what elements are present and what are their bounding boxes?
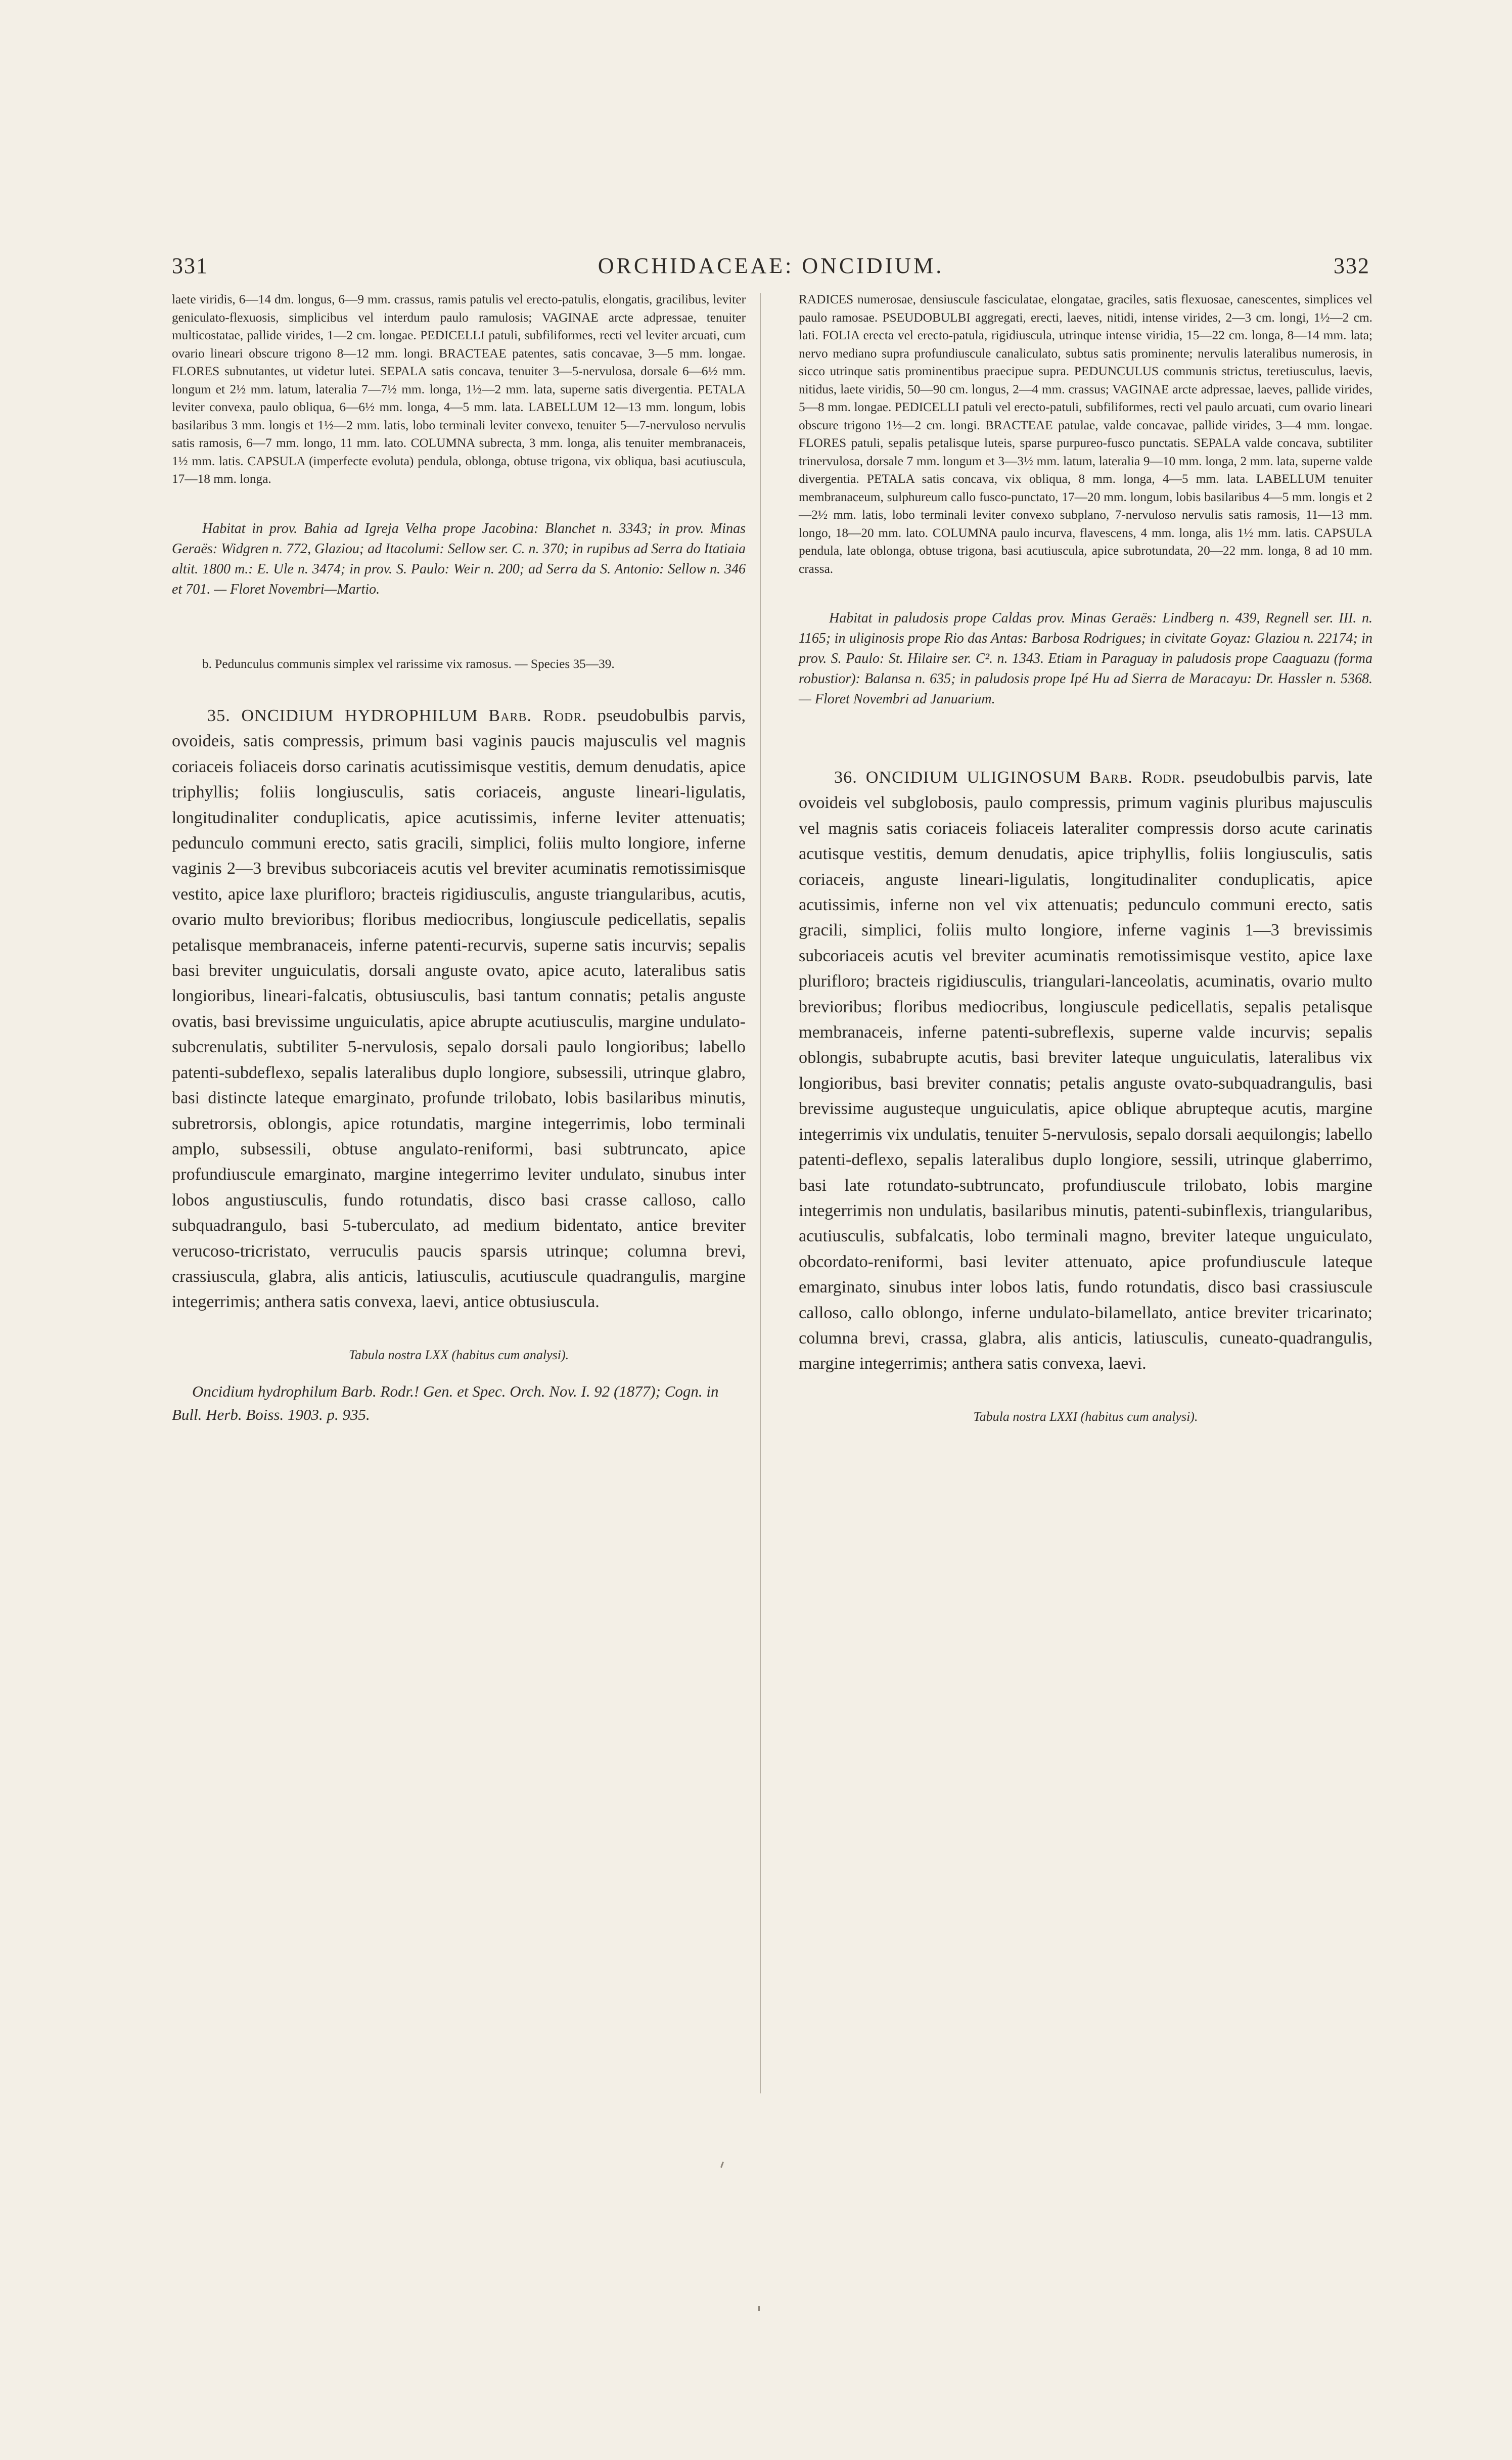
species-36-author: Barb. Rodr. [1089, 768, 1185, 787]
species-36-description [799, 765, 1372, 1377]
section-b-heading: b. Pedunculus communis simplex vel rarissime vix ramosus. — Species 35—39. [202, 656, 615, 671]
right-column [799, 291, 1372, 1426]
paper-speck [758, 2306, 760, 2311]
habitat-paragraph: Habitat in paludosis prope Caldas prov. Minas Geraës: Lindberg n. 439, Regnell ser. III. n. 1165; in uliginosis prope Rio das Antas: Barbosa Rodrigues; in civitate Goyaz: Glaziou n. 22174; in prov. S. Paulo: St. Hilaire ser. C². n. 1343. Etiam in Paraguay in paludosis prope Caaguazu (forma robustior): Balansa n. 635; in paludosis prope Ipé Hu ad Sierra de Maracayu: Dr. Hassler n. 5368. — Floret Novembri ad Januarium. [799, 610, 1372, 707]
left-column [172, 291, 746, 1426]
species-35-description [172, 703, 746, 1315]
species-36-text: pseudobulbis parvis, late ovoideis vel subglobosis, paulo compressis, primum vaginis pluribus majusculis vel magnis satis coriaceis foliaceis lateraliter compressis dorso acute carinatis acutisque vestitis, demum denudatis, apice triphyllis, foliis longiusculis, satis coriaceis, anguste lineari-ligulatis, longitudinaliter conduplicatis, apice acutissimis, inferne non vel vix attenuatis; pedunculo communi erecto, satis gracili, simplici, foliis multo longiore, inferne vaginis 1—3 brevissimis subcoriaceis acutis vel breviter acuminatis remotissimisque vestito, apice laxe plurifloro; bracteis rigidiusculis, triangulari-lanceolatis, acuminatis, ovario multo brevioribus; floribus mediocribus, longiuscule pedicellatis, sepalis petalisque membranaceis, inferne patenti-subreflexis, superne valde incurvis; sepalis oblongis, subabrupte acutis, basi breviter lateque unguiculatis, lateralibus vix longioribus, basi breviter connatis; petalis anguste ovato-subquadrangulis, basi brevissime augusteque unguiculatis, apice oblique abrupteque acutis, margine integerrimis vix undulatis, tenuiter 5-nervulosis, sepalo dorsali aequilongis; labello patenti-deflexo, sepalis lateralibus duplo longiore, sessili, utrinque glaberrimo, basi late rotundato-subtruncato, profundiuscule trilobato, lobis margine integerrimis non undulatis, basilaribus minutis, patenti-subinflexis, triangularibus, acutiusculis, subfalcatis, lobo terminali magno, breviter lateque unguiculato, obcordato-reniformi, basi leviter attenuato, apice profundiuscule lateque emarginato, sinubus inter lobos latis, fundo rotundatis, disco basi crassiuscule calloso, callo oblongo, inferne undulato-bilamellato, antice breviter tricarinato; columna brevi, crassa, glabra, alis anticis, latiusculis, cuneato-quadrangulis, margine integerrimis; anthera satis convexa, laevi. [799, 768, 1372, 1373]
page-number-right: 332 [1334, 253, 1370, 278]
species-36-title: 36. ONCIDIUM ULIGINOSUM [834, 768, 1082, 787]
plate-reference: Tabula nostra LXX (habitus cum analysi). [348, 1347, 569, 1362]
column-divider [760, 293, 761, 2093]
running-title: ORCHIDACEAE: ONCIDIUM. [598, 253, 944, 278]
plate-reference: Tabula nostra LXXI (habitus cum analysi). [973, 1409, 1198, 1424]
species-35-detailed-description: RADICES numerosae, densiuscule fasciculatae, elongatae, graciles, satis flexuosae, canescentes, simplices vel paulo ramosae. PSEUDOBULBI aggregati, erecti, laeves, nitidi, intense virides, 2—3 cm. longi, 1½—2 cm. lati. FOLIA erecta vel erecto-patula, rigidiuscula, utrinque intense viridia, 15—22 cm. longa, 8—14 mm. lata; nervo mediano supra profundiuscule canaliculato, subtus satis prominente; nervulis lateralibus numerosis, in sicco utrinque satis prominentibus praecipue supra. PEDUNCULUS communis strictus, teretiusculus, laevis, nitidus, laete viridis, 50—90 cm. longus, 2—4 mm. crassus; VAGINAE arcte adpressae, laeves, pallide virides, 5—8 mm. longae. PEDICELLI patuli vel erecto-patuli, subfiliformes, recti vel paulo arcuati, cum ovario lineari obscure trigono 1½—2 cm. longi. BRACTEAE patulae, valde concavae, pallide virides, 3—4 mm. longae. FLORES patuli, sepalis petalisque luteis, sparse purpureo-fusco punctatis. SEPALA valde concava, subtiliter trinervulosa, dorsale 7 mm. longum et 3—3½ mm. latum, lateralia 9—10 mm. longa, 2 mm. lata, superne valde divergentia. PETALA satis concava, vix obliqua, 8 mm. longa, 4—5 mm. lata. LABELLUM tenuiter membranaceum, sulphureum callo fusco-punctato, 17—20 mm. longum, lobis basilaribus 4—5 mm. longis et 2—2½ mm. latis, lobo terminali leviter convexo subplano, 7-nervuloso nervulis satis ramosis, 11—13 mm. longo, 18—20 mm. lato. COLUMNA paulo incurva, flavescens, 4 mm. longa, alis 1½ mm. latis. CAPSULA pendula, late oblonga, obtuse trigona, basi acutiuscula, apice subrotundata, 20—22 mm. longa, 8 ad 10 mm. crassa. [799, 292, 1372, 576]
page-number-left: 331 [172, 253, 208, 278]
species-35-text: pseudobulbis parvis, ovoideis, satis compressis, primum basi vaginis paucis majusculis vel magnis coriaceis foliaceis dorso carinatis acutissimisque vestitis, demum denudatis, apice triphyllis; foliis longiusculis, satis coriaceis, anguste lineari-ligulatis, longitudinaliter conduplicatis, apice acutissimis, inferne leviter attenuatis; pedunculo communi erecto, satis gracili, simplici, foliis multo longiore, inferne vaginis 2—3 brevibus subcoriaceis acutis vel breviter acuminatis remotissimisque vestito, apice laxe plurifloro; bracteis rigidiusculis, anguste triangularibus, acutis, ovario multo brevioribus; floribus mediocribus, longiuscule pedicellatis, sepalis petalisque membranaceis, inferne patenti-recurvis, superne satis incurvis; sepalis basi breviter unguiculatis, dorsali anguste ovato, apice acuto, lateralibus satis longioribus, lineari-falcatis, obtusiusculis, basi tantum connatis; petalis anguste ovatis, basi brevissime unguiculatis, apice abrupte acutiusculis, margine undulato-subcrenulatis, subtiliter 5-nervulosis, sepalo dorsali paulo longioribus; labello patenti-subdeflexo, sepalis lateralibus duplo longiore, subsessili, utrinque glabro, basi distincte lateque emarginato, profunde trilobato, lobis basilaribus minutis, subretrorsis, oblongis, apice rotundatis, margine integerrimis, lobo terminali amplo, subsessili, obtuse angulato-reniformi, basi subtruncato, apice profundiuscule emarginato, margine integerrimo leviter undulato, sinubus inter lobos angustiusculis, fundo rotundatis, disco basi crasse calloso, callo subquadrangulo, basi 5-tuberculato, ad medium bidentato, antice breviter verucoso-tricristato, verruculis paucis sparsis utrinque; columna brevi, crassiuscula, glabra, alis anticis, latiusculis, acutiuscule quadrangulis, margine integerrimis; anthera satis convexa, laevi, antice obtusiuscula. [172, 706, 746, 1312]
continued-description: laete viridis, 6—14 dm. longus, 6—9 mm. crassus, ramis patulis vel erecto-patulis, elongatis, gracilibus, leviter geniculato-flexuosis, simplicibus vel interdum paulo ramulosis; VAGINAE arcte adpressae, tenuiter multicostatae, pallide virides, 1—2 cm. longae. PEDICELLI patuli, subfiliformes, recti vel leviter arcuati, cum ovario lineari obscure trigono 8—12 mm. longi. BRACTEAE patentes, satis concavae, 3—5 mm. longae. FLORES subnutantes, ut videtur lutei. SEPALA satis concava, tenuiter 3—5-nervulosa, dorsale 6—6½ mm. longum et 2½ mm. latum, lateralia 7—7½ mm. longa, 1½—2 mm. lata, superne satis divergentia. PETALA leviter convexa, paulo obliqua, 6—6½ mm. longa, 4—5 mm. lata. LABELLUM 12—13 mm. longum, lobis basilaribus 3 mm. longis et 1½—2 mm. latis, lobo terminali leviter convexo, tenuiter 5—7-nervuloso nervulis satis ramosis, 6—7 mm. longo, 11 mm. lato. COLUMNA subrecta, 3 mm. longa, alis tenuiter membranaceis, 1½ mm. latis. CAPSULA (imperfecte evoluta) pendula, oblonga, obtuse trigona, vix obliqua, basi acutiuscula, 17—18 mm. longa. [172, 292, 746, 486]
species-35-title: 35. ONCIDIUM HYDROPHILUM [207, 706, 478, 725]
synonymy: Oncidium hydrophilum Barb. Rodr.! Gen. et Spec. Orch. Nov. I. 92 (1877); Cogn. in Bull. Herb. Boiss. 1903. p. 935. [172, 1382, 719, 1423]
species-35-author: Barb. Rodr. [488, 706, 587, 725]
habitat-paragraph: Habitat in prov. Bahia ad Igreja Velha prope Jacobina: Blanchet n. 3343; in prov. Minas Geraës: Widgren n. 772, Glaziou; ad Itacolumi: Sellow ser. C. n. 370; in rupibus ad Serra do Itatiaia altit. 1800 m.: E. Ule n. 3474; in prov. S. Paulo: Weir n. 200; ad Serra da S. Antonio: Sellow n. 346 et 701. — Floret Novembri—Martio. [172, 520, 746, 597]
paper-speck [720, 2162, 724, 2168]
